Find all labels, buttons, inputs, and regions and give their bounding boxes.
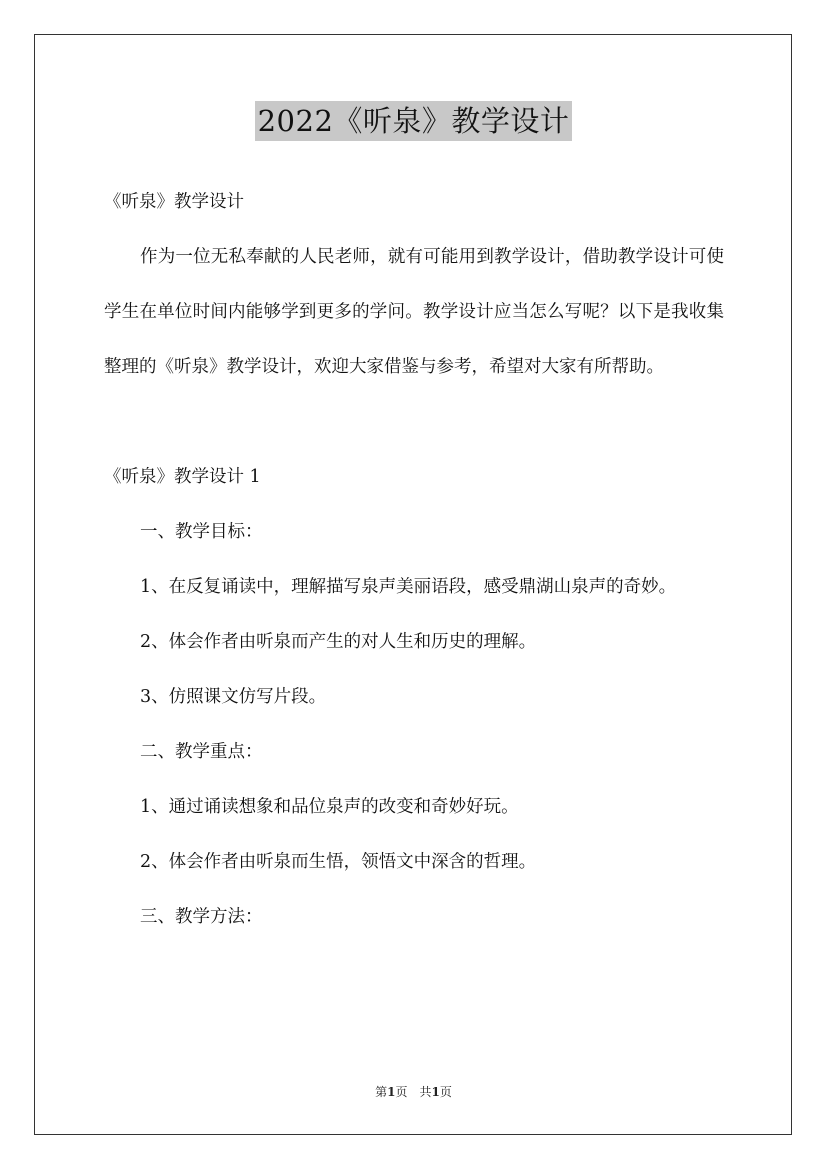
blank-line bbox=[104, 395, 724, 450]
footer-total-pages: 1 bbox=[431, 1085, 440, 1099]
paragraph: 一、教学目标： bbox=[140, 522, 263, 542]
paragraph: 作为一位无私奉献的人民老师，就有可能用到教学设计，借助教学设计可使学生在单位时间内能够学到更多的学问。教学设计应当怎么写呢？以下是我收集整理的《听泉》教学设计，欢迎大家借鉴与参考，希望对大家有所帮助。 bbox=[104, 247, 724, 377]
paragraph: 1、通过诵读想象和品位泉声的改变和奇妙好玩。 bbox=[140, 797, 519, 817]
paragraph: 《听泉》教学设计 1 bbox=[104, 467, 261, 487]
paragraph: 二、教学重点： bbox=[140, 742, 263, 762]
paragraph: 2、体会作者由听泉而生悟，领悟文中深含的哲理。 bbox=[140, 852, 537, 872]
title-container bbox=[0, 101, 827, 141]
paragraph: 1、在反复诵读中，理解描写泉声美丽语段，感受鼎湖山泉声的奇妙。 bbox=[140, 577, 677, 597]
footer-prefix: 第 bbox=[375, 1085, 388, 1099]
document-title: 2022《听泉》教学设计 bbox=[255, 101, 573, 141]
page-footer bbox=[0, 1083, 827, 1100]
paragraph: 《听泉》教学设计 bbox=[104, 192, 244, 212]
paragraph: 2、体会作者由听泉而产生的对人生和历史的理解。 bbox=[140, 632, 537, 652]
footer-middle: 页 共 bbox=[395, 1085, 432, 1099]
document-body bbox=[104, 175, 724, 945]
paragraph: 三、教学方法： bbox=[140, 907, 263, 927]
paragraph: 3、仿照课文仿写片段。 bbox=[140, 687, 327, 707]
footer-page-number: 1 bbox=[387, 1085, 396, 1099]
footer-suffix: 页 bbox=[439, 1085, 452, 1099]
